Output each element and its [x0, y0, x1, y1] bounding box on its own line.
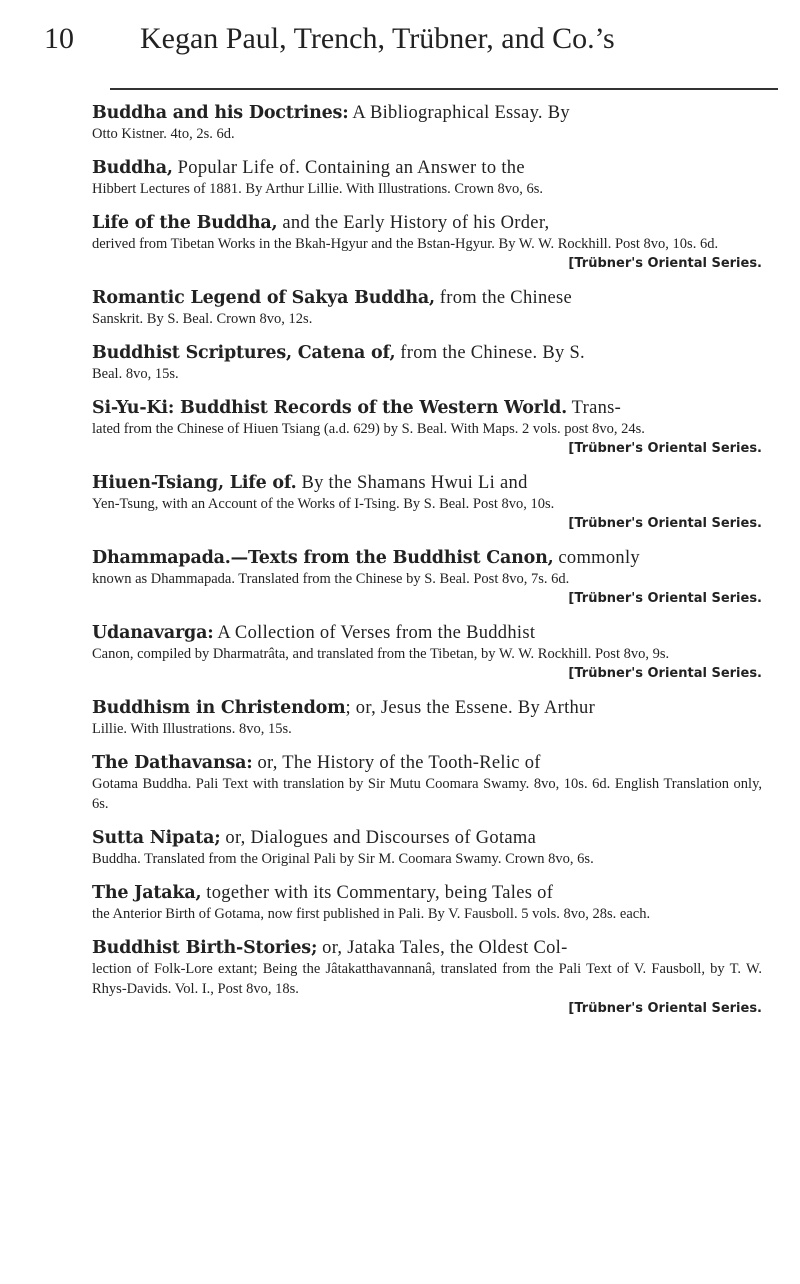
entry-title: Dhammapada.—Texts from the Buddhist Canon,: [92, 548, 554, 568]
entry-title: Udanavarga:: [92, 623, 214, 643]
catalogue-entry: [92, 158, 762, 199]
running-head: Kegan Paul, Trench, Trübner, and Co.’s: [140, 22, 615, 55]
entry-title-continuation: By the Shamans Hwui Li and: [296, 473, 528, 493]
entry-title-continuation: commonly: [553, 548, 640, 568]
entry-title-continuation: A Bibliographical Essay. By: [348, 103, 570, 123]
series-note: [ Trübner's Oriental Series.: [92, 254, 762, 274]
series-note: [ Trübner's Oriental Series.: [92, 589, 762, 609]
catalogue-entry: [92, 103, 762, 144]
entry-title-continuation: or, Dialogues and Discourses of Gotama: [220, 828, 537, 848]
page-header: [30, 14, 770, 74]
catalogue-entry: [92, 623, 762, 684]
series-note: [ Trübner's Oriental Series.: [92, 664, 762, 684]
entry-description: derived from Tibetan Works in the Bkah-Hgyur and the Bstan-Hgyur. By W. W. Rockhill. Post 8vo, 10s. 6d.: [92, 236, 719, 252]
catalogue-entry: [92, 698, 762, 739]
catalogue-entry: [92, 473, 762, 534]
entry-description: Gotama Buddha. Pali Text with translation by Sir Mutu Coomara Swamy. 8vo, 10s. 6d. English Translation only, 6s.: [92, 776, 762, 812]
entry-title: Buddhist Birth-Stories;: [92, 938, 318, 958]
entry-description: Sanskrit. By S. Beal. Crown 8vo, 12s.: [92, 311, 313, 327]
catalogue-entry: [92, 883, 762, 924]
entry-title: Buddhism in Christendom: [92, 698, 346, 718]
entry-description: lated from the Chinese of Hiuen Tsiang (a.d. 629) by S. Beal. With Maps. 2 vols. post 8vo, 24s.: [92, 421, 645, 437]
entry-title-continuation: together with its Commentary, being Tales of: [201, 883, 554, 903]
catalogue-entry: [92, 213, 762, 274]
entry-description: Hibbert Lectures of 1881. By Arthur Lillie. With Illustrations. Crown 8vo, 6s.: [92, 181, 544, 197]
entry-title-continuation: or, Jataka Tales, the Oldest Col-: [317, 938, 568, 958]
entry-title-continuation: Popular Life of. Containing an Answer to the: [172, 158, 525, 178]
entry-title: Sutta Nipata;: [92, 828, 221, 848]
catalogue-entry: [92, 753, 762, 814]
entry-title-continuation: from the Chinese: [434, 288, 573, 308]
catalogue-entry: [92, 398, 762, 459]
entry-title-continuation: or, The History of the Tooth-Relic of: [252, 753, 541, 773]
catalogue-entry: [92, 938, 762, 1019]
entry-title: The Jataka,: [92, 883, 202, 903]
entry-title: Si-Yu-Ki: Buddhist Records of the Western World.: [92, 398, 568, 418]
entry-description: Yen-Tsung, with an Account of the Works of I-Tsing. By S. Beal. Post 8vo, 10s.: [92, 496, 555, 512]
entry-description: known as Dhammapada. Translated from the Chinese by S. Beal. Post 8vo, 7s. 6d.: [92, 571, 570, 587]
entry-title: Romantic Legend of Sakya Buddha,: [92, 288, 435, 308]
entry-description: Buddha. Translated from the Original Pali by Sir M. Coomara Swamy. Crown 8vo, 6s.: [92, 851, 594, 867]
entry-description: the Anterior Birth of Gotama, now first published in Pali. By V. Fausboll. 5 vols. 8vo, 28s. each.: [92, 906, 651, 922]
catalogue-entry: [92, 343, 762, 384]
entry-title-continuation: and the Early History of his Order,: [277, 213, 550, 233]
catalogue-entries: [92, 103, 762, 1033]
page-number: 10: [44, 22, 74, 55]
entry-title: Hiuen-Tsiang, Life of.: [92, 473, 297, 493]
series-note: [ Trübner's Oriental Series.: [92, 439, 762, 459]
entry-description: Lillie. With Illustrations. 8vo, 15s.: [92, 721, 292, 737]
entry-title-continuation: A Collection of Verses from the Buddhist: [213, 623, 536, 643]
entry-title: The Dathavansa:: [92, 753, 253, 773]
series-note: [ Trübner's Oriental Series.: [92, 999, 762, 1019]
entry-title: Buddhist Scriptures, Catena of,: [92, 343, 396, 363]
entry-title-continuation: Trans-: [567, 398, 622, 418]
entry-title: Life of the Buddha,: [92, 213, 278, 233]
series-note: [ Trübner's Oriental Series.: [92, 514, 762, 534]
entry-description: lection of Folk-Lore extant; Being the Jâtakatthavannanâ, translated from the Pali Text of V. Fausboll, by T. W. Rhys-Davids. Vol. I., Post 8vo, 18s.: [92, 961, 762, 997]
catalogue-entry: [92, 828, 762, 869]
entry-title: Buddha,: [92, 158, 173, 178]
catalogue-entry: [92, 288, 762, 329]
entry-description: Beal. 8vo, 15s.: [92, 366, 179, 382]
header-rule: [110, 88, 778, 90]
entry-description: Otto Kistner. 4to, 2s. 6d.: [92, 126, 235, 142]
entry-title-continuation: from the Chinese. By S.: [395, 343, 585, 363]
entry-title-continuation: ; or, Jesus the Essene. By Arthur: [345, 698, 596, 718]
catalogue-entry: [92, 548, 762, 609]
entry-description: Canon, compiled by Dharmatrâta, and translated from the Tibetan, by W. W. Rockhill. Post 8vo, 9s.: [92, 646, 670, 662]
entry-title: Buddha and his Doctrines:: [92, 103, 349, 123]
